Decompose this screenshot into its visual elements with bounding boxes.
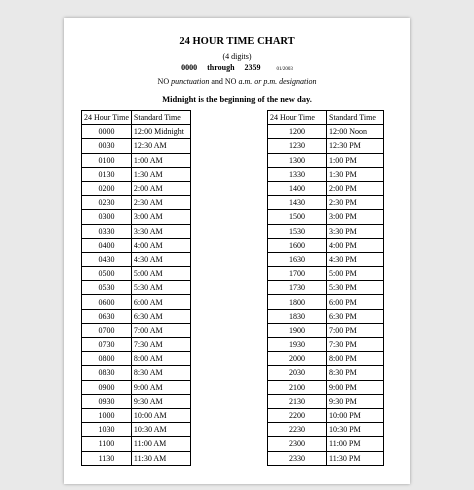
cell-24-hour-time: 0600 xyxy=(82,295,132,309)
cell-24-hour-time: 0200 xyxy=(82,181,132,195)
cell-24-hour-time: 1000 xyxy=(82,408,132,422)
cell-standard-time: 6:30 AM xyxy=(131,309,190,323)
cell-standard-time: 9:30 PM xyxy=(327,394,384,408)
cell-standard-time: 11:00 AM xyxy=(131,437,190,451)
table-row xyxy=(82,238,191,252)
cell-24-hour-time: 1100 xyxy=(82,437,132,451)
cell-standard-time: 7:00 AM xyxy=(131,323,190,337)
table-row xyxy=(82,295,191,309)
cell-24-hour-time: 0000 xyxy=(82,125,132,139)
cell-24-hour-time: 1530 xyxy=(268,224,327,238)
table-row xyxy=(268,352,384,366)
cell-standard-time: 6:00 AM xyxy=(131,295,190,309)
cell-24-hour-time: 0130 xyxy=(82,167,132,181)
note-punctuation: punctuation xyxy=(171,77,210,86)
table-row xyxy=(268,408,384,422)
cell-standard-time: 8:00 AM xyxy=(131,352,190,366)
table-row xyxy=(268,451,384,465)
cell-24-hour-time: 2030 xyxy=(268,366,327,380)
cell-24-hour-time: 2100 xyxy=(268,380,327,394)
cell-24-hour-time: 0030 xyxy=(82,139,132,153)
cell-24-hour-time: 1500 xyxy=(268,210,327,224)
table-row xyxy=(82,394,191,408)
cell-24-hour-time: 0500 xyxy=(82,267,132,281)
note-ampm: a.m. or p.m. designation xyxy=(238,77,317,86)
cell-standard-time: 3:00 PM xyxy=(327,210,384,224)
table-row xyxy=(268,224,384,238)
cell-24-hour-time: 0330 xyxy=(82,224,132,238)
table-row xyxy=(268,309,384,323)
cell-24-hour-time: 0530 xyxy=(82,281,132,295)
table-row xyxy=(82,380,191,394)
cell-24-hour-time: 0900 xyxy=(82,380,132,394)
cell-standard-time: 11:30 PM xyxy=(327,451,384,465)
table-row xyxy=(82,437,191,451)
cell-standard-time: 4:00 AM xyxy=(131,238,190,252)
table-row xyxy=(268,238,384,252)
column-header-standard: Standard Time xyxy=(327,111,384,125)
table-row xyxy=(268,338,384,352)
cell-standard-time: 8:30 AM xyxy=(131,366,190,380)
table-row xyxy=(82,196,191,210)
cell-24-hour-time: 0230 xyxy=(82,196,132,210)
cell-24-hour-time: 1130 xyxy=(82,451,132,465)
cell-standard-time: 6:30 PM xyxy=(327,309,384,323)
table-row xyxy=(268,380,384,394)
digits-note: (4 digits) xyxy=(222,52,252,61)
column-header-24-hour: 24 Hour Time xyxy=(82,111,132,125)
cell-standard-time: 1:30 AM xyxy=(131,167,190,181)
note-and-no: and NO xyxy=(211,77,237,86)
cell-standard-time: 10:30 PM xyxy=(327,423,384,437)
cell-24-hour-time: 0430 xyxy=(82,252,132,266)
cell-standard-time: 9:00 AM xyxy=(131,380,190,394)
cell-24-hour-time: 1900 xyxy=(268,323,327,337)
table-row xyxy=(268,423,384,437)
cell-standard-time: 4:30 PM xyxy=(327,252,384,266)
cell-standard-time: 9:00 PM xyxy=(327,380,384,394)
column-header-24-hour: 24 Hour Time xyxy=(268,111,327,125)
table-row xyxy=(268,281,384,295)
cell-standard-time: 3:30 AM xyxy=(131,224,190,238)
range-through: through xyxy=(207,63,235,72)
cell-standard-time: 7:30 AM xyxy=(131,338,190,352)
cell-24-hour-time: 1730 xyxy=(268,281,327,295)
table-row xyxy=(268,153,384,167)
cell-standard-time: 8:30 PM xyxy=(327,366,384,380)
table-row xyxy=(82,323,191,337)
table-row xyxy=(268,323,384,337)
cell-standard-time: 5:30 PM xyxy=(327,281,384,295)
cell-24-hour-time: 1700 xyxy=(268,267,327,281)
table-row xyxy=(82,408,191,422)
pm-time-table xyxy=(267,110,384,466)
cell-standard-time: 12:30 AM xyxy=(131,139,190,153)
am-time-table xyxy=(81,110,191,466)
table-row xyxy=(268,210,384,224)
cell-24-hour-time: 0100 xyxy=(82,153,132,167)
table-row xyxy=(82,451,191,465)
table-row xyxy=(82,224,191,238)
cell-standard-time: 12:30 PM xyxy=(327,139,384,153)
cell-24-hour-time: 0730 xyxy=(82,338,132,352)
cell-standard-time: 4:30 AM xyxy=(131,252,190,266)
cell-24-hour-time: 1230 xyxy=(268,139,327,153)
cell-24-hour-time: 0930 xyxy=(82,394,132,408)
cell-standard-time: 1:00 AM xyxy=(131,153,190,167)
table-row xyxy=(268,167,384,181)
cell-standard-time: 11:30 AM xyxy=(131,451,190,465)
cell-standard-time: 9:30 AM xyxy=(131,394,190,408)
midnight-note: Midnight is the beginning of the new day. xyxy=(162,94,312,104)
table-row xyxy=(82,153,191,167)
note-prefix: NO xyxy=(157,77,170,86)
cell-standard-time: 1:00 PM xyxy=(327,153,384,167)
cell-standard-time: 8:00 PM xyxy=(327,352,384,366)
cell-standard-time: 10:00 PM xyxy=(327,408,384,422)
cell-standard-time: 2:00 PM xyxy=(327,181,384,195)
table-row xyxy=(82,309,191,323)
format-note xyxy=(64,77,410,86)
table-row xyxy=(268,181,384,195)
table-row xyxy=(82,252,191,266)
cell-standard-time: 2:30 PM xyxy=(327,196,384,210)
cell-24-hour-time: 0400 xyxy=(82,238,132,252)
cell-standard-time: 10:00 AM xyxy=(131,408,190,422)
cell-standard-time: 6:00 PM xyxy=(327,295,384,309)
table-row xyxy=(268,267,384,281)
cell-24-hour-time: 2130 xyxy=(268,394,327,408)
cell-24-hour-time: 0300 xyxy=(82,210,132,224)
cell-24-hour-time: 1330 xyxy=(268,167,327,181)
table-row xyxy=(268,366,384,380)
table-row xyxy=(268,125,384,139)
column-header-standard: Standard Time xyxy=(131,111,190,125)
table-row xyxy=(268,139,384,153)
range-start: 0000 xyxy=(181,63,198,72)
chart-title: 24 HOUR TIME CHART xyxy=(179,36,295,47)
cell-standard-time: 5:30 AM xyxy=(131,281,190,295)
cell-standard-time: 7:00 PM xyxy=(327,323,384,337)
cell-standard-time: 12:00 Midnight xyxy=(131,125,190,139)
table-row xyxy=(82,423,191,437)
table-row xyxy=(82,167,191,181)
cell-24-hour-time: 1400 xyxy=(268,181,327,195)
cell-24-hour-time: 1030 xyxy=(82,423,132,437)
table-row xyxy=(82,366,191,380)
cell-standard-time: 5:00 AM xyxy=(131,267,190,281)
cell-standard-time: 4:00 PM xyxy=(327,238,384,252)
cell-24-hour-time: 0700 xyxy=(82,323,132,337)
cell-standard-time: 2:00 AM xyxy=(131,181,190,195)
cell-standard-time: 7:30 PM xyxy=(327,338,384,352)
document-page xyxy=(64,18,410,484)
table-row xyxy=(82,125,191,139)
cell-24-hour-time: 0800 xyxy=(82,352,132,366)
cell-24-hour-time: 2200 xyxy=(268,408,327,422)
cell-standard-time: 10:30 AM xyxy=(131,423,190,437)
cell-24-hour-time: 0630 xyxy=(82,309,132,323)
cell-standard-time: 12:00 Noon xyxy=(327,125,384,139)
form-code: 01/2003 xyxy=(276,67,293,72)
table-row xyxy=(268,394,384,408)
cell-standard-time: 3:30 PM xyxy=(327,224,384,238)
cell-standard-time: 3:00 AM xyxy=(131,210,190,224)
cell-24-hour-time: 2300 xyxy=(268,437,327,451)
cell-standard-time: 1:30 PM xyxy=(327,167,384,181)
table-row xyxy=(82,210,191,224)
cell-24-hour-time: 2000 xyxy=(268,352,327,366)
time-range xyxy=(64,63,410,72)
cell-24-hour-time: 2330 xyxy=(268,451,327,465)
table-row xyxy=(268,437,384,451)
table-row xyxy=(82,281,191,295)
cell-24-hour-time: 1800 xyxy=(268,295,327,309)
table-header-row xyxy=(82,111,191,125)
cell-24-hour-time: 1930 xyxy=(268,338,327,352)
cell-standard-time: 5:00 PM xyxy=(327,267,384,281)
table-row xyxy=(82,139,191,153)
range-end: 2359 xyxy=(244,63,261,72)
cell-24-hour-time: 1300 xyxy=(268,153,327,167)
cell-24-hour-time: 1200 xyxy=(268,125,327,139)
table-row xyxy=(268,295,384,309)
table-row xyxy=(268,252,384,266)
table-header-row xyxy=(268,111,384,125)
table-row xyxy=(82,267,191,281)
cell-24-hour-time: 1600 xyxy=(268,238,327,252)
cell-24-hour-time: 0830 xyxy=(82,366,132,380)
table-row xyxy=(82,352,191,366)
cell-standard-time: 2:30 AM xyxy=(131,196,190,210)
cell-24-hour-time: 1830 xyxy=(268,309,327,323)
cell-24-hour-time: 2230 xyxy=(268,423,327,437)
cell-24-hour-time: 1630 xyxy=(268,252,327,266)
table-row xyxy=(268,196,384,210)
table-row xyxy=(82,338,191,352)
cell-24-hour-time: 1430 xyxy=(268,196,327,210)
cell-standard-time: 11:00 PM xyxy=(327,437,384,451)
table-row xyxy=(82,181,191,195)
